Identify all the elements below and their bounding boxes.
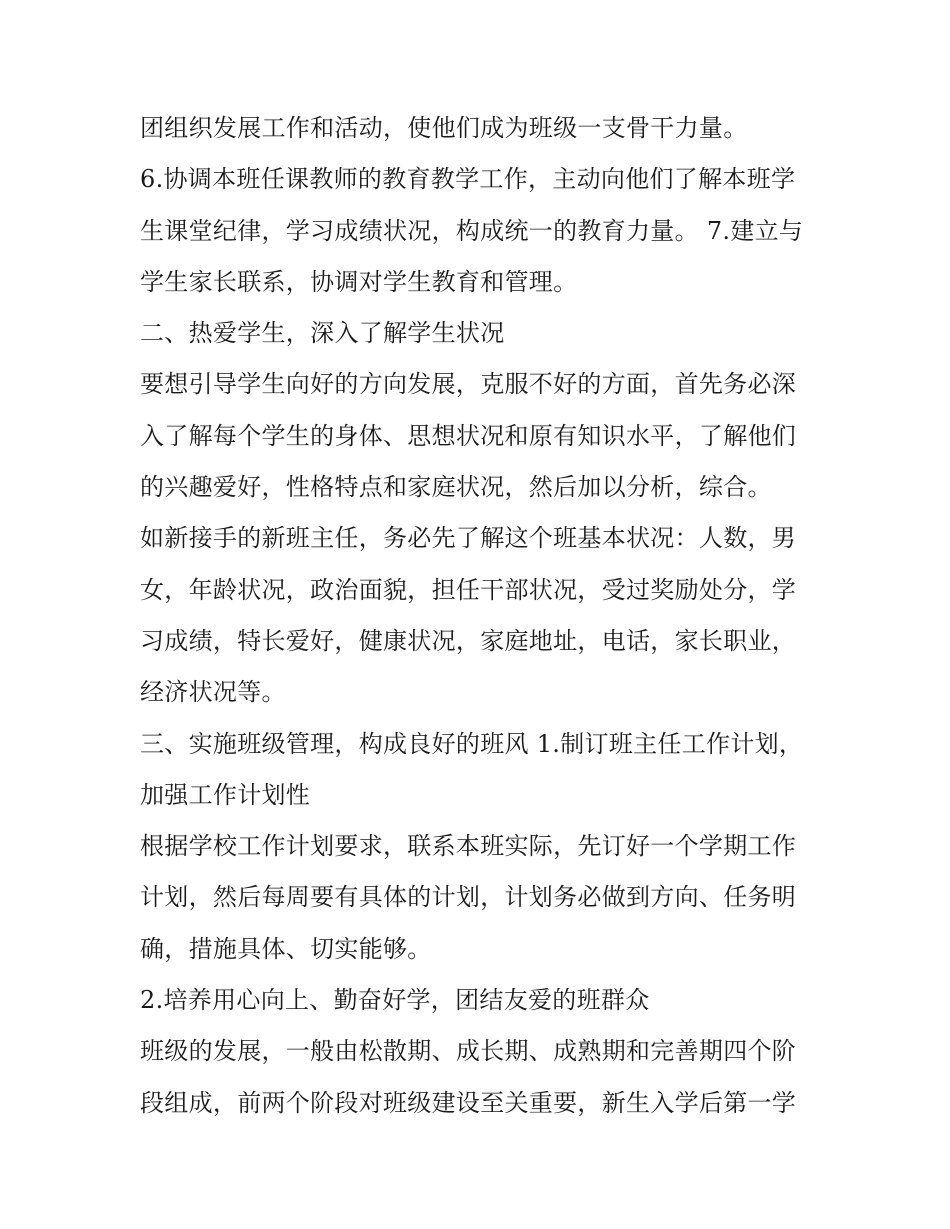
text-line: 习成绩，特长爱好，健康状况，家庭地址，电话，家长职业， bbox=[140, 626, 797, 655]
text-line: 要想引导学生向好的方向发展，克服不好的方面，首先务必深 bbox=[140, 370, 797, 399]
text-line: 如新接手的新班主任，务必先了解这个班基本状况：人数，男 bbox=[140, 524, 797, 553]
text-line: 确，措施具体、切实能够。 bbox=[140, 934, 432, 963]
text-line: 女，年龄状况，政治面貌，担任干部状况，受过奖励处分，学 bbox=[140, 575, 797, 604]
text-line: 入了解每个学生的身体、思想状况和原有知识水平，了解他们 bbox=[140, 421, 797, 450]
document-body bbox=[140, 103, 820, 1129]
text-line: 计划，然后每周要有具体的计划，计划务必做到方向、任务明 bbox=[140, 883, 797, 912]
text-line: 加强工作计划性 bbox=[140, 780, 311, 809]
text-line: 段组成，前两个阶段对班级建设至关重要，新生入学后第一学 bbox=[140, 1088, 797, 1117]
text-line: 的兴趣爱好，性格特点和家庭状况，然后加以分析，综合。 bbox=[140, 473, 772, 502]
subsection-heading: 2.培养用心向上、勤奋好学，团结友爱的班群众 bbox=[140, 986, 650, 1015]
section-heading: 二、热爱学生，深入了解学生状况 bbox=[140, 319, 505, 348]
text-line: 团组织发展工作和活动，使他们成为班级一支骨干力量。 bbox=[140, 114, 748, 142]
text-line: 经济状况等。 bbox=[140, 678, 286, 707]
text-line: 班级的发展，一般由松散期、成长期、成熟期和完善期四个阶 bbox=[140, 1037, 797, 1066]
text-line: 学生家长联系，协调对学生教育和管理。 bbox=[140, 267, 578, 296]
section-heading: 三、实施班级管理，构成良好的班风 1.制订班主任工作计划， bbox=[140, 729, 804, 758]
text-line: 生课堂纪律，学习成绩状况，构成统一的教育力量。 7.建立与 bbox=[140, 216, 804, 245]
text-line: 6.协调本班任课教师的教育教学工作，主动向他们了解本班学 bbox=[140, 165, 796, 194]
text-line: 根据学校工作计划要求，联系本班实际，先订好一个学期工作 bbox=[140, 832, 797, 861]
